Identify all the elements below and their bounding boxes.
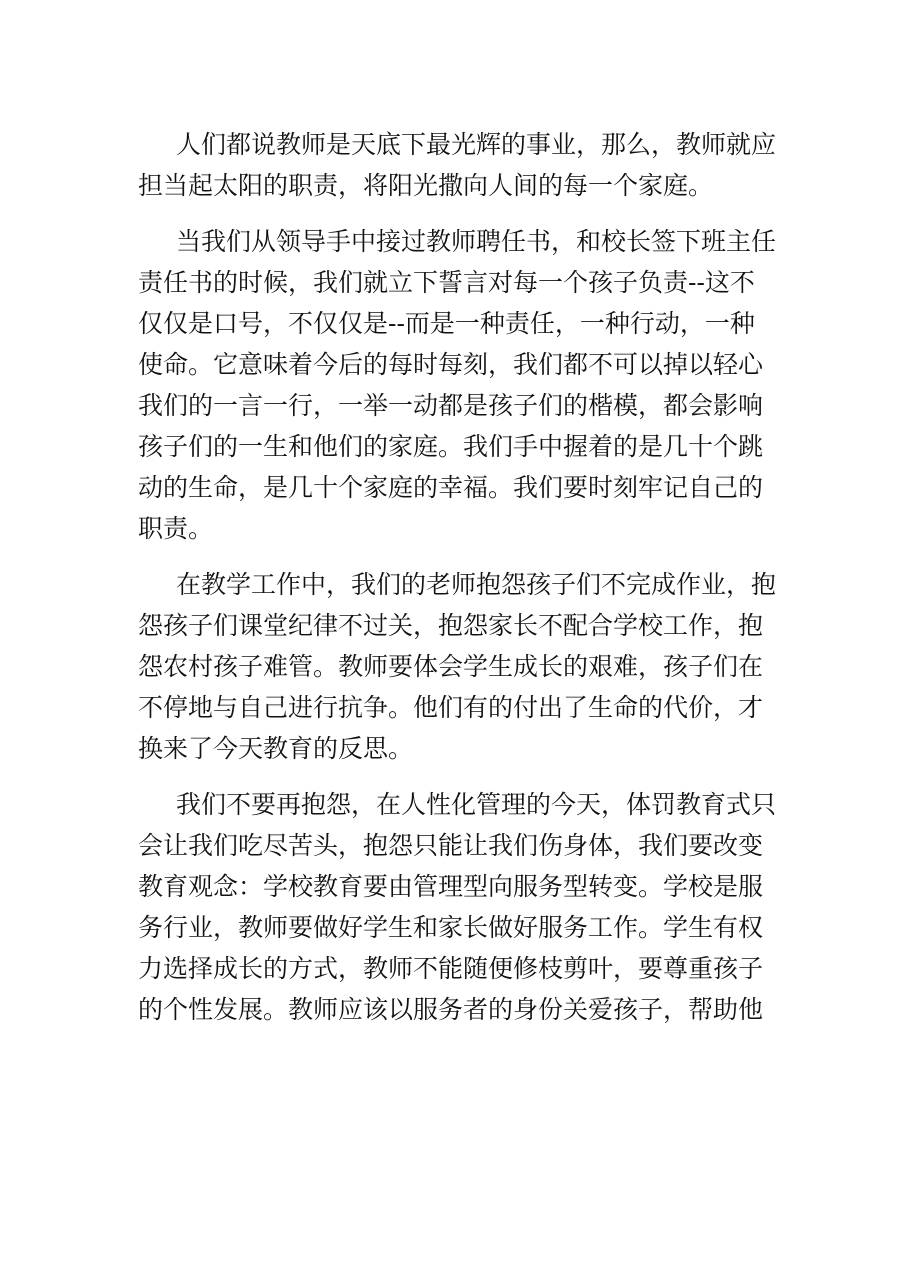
text-line: 教育观念：学校教育要由管理型向服务型转变。学校是服 — [138, 872, 764, 901]
text-line: 担当起太阳的职责，将阳光撒向人间的每一个家庭。 — [138, 171, 714, 200]
paragraph-2 — [138, 221, 778, 549]
text-line: 孩子们的一生和他们的家庭。我们手中握着的是几十个跳 — [138, 432, 764, 461]
text-line: 怨农村孩子难管。教师要体会学生成长的艰难，孩子们在 — [138, 652, 764, 681]
text-line: 仅仅是口号，不仅仅是--而是一种责任，一种行动，一种 — [138, 309, 755, 338]
text-line: 务行业，教师要做好学生和家长做好服务工作。学生有权 — [138, 913, 764, 942]
paragraph-1 — [138, 124, 778, 206]
text-line: 不停地与自己进行抗争。他们有的付出了生命的代价，才 — [138, 693, 764, 722]
paragraph-4 — [138, 784, 778, 1030]
text-line: 动的生命，是几十个家庭的幸福。我们要时刻牢记自己的 — [138, 473, 764, 502]
document-body — [138, 124, 778, 1045]
paragraph-3 — [138, 564, 778, 769]
text-line: 人们都说教师是天底下最光辉的事业，那么，教师就应 — [176, 130, 777, 159]
text-line: 的个性发展。教师应该以服务者的身份关爱孩子，帮助他 — [138, 995, 764, 1024]
text-line: 换来了今天教育的反思。 — [138, 734, 414, 763]
text-line: 在教学工作中，我们的老师抱怨孩子们不完成作业，抱 — [176, 570, 777, 599]
text-line: 怨孩子们课堂纪律不过关，抱怨家长不配合学校工作，抱 — [138, 611, 764, 640]
text-line: 我们的一言一行，一举一动都是孩子们的楷模，都会影响 — [138, 391, 764, 420]
text-line: 使命。它意味着今后的每时每刻，我们都不可以掉以轻心 — [138, 350, 764, 379]
text-line: 责任书的时候，我们就立下誓言对每一个孩子负责--这不 — [138, 268, 755, 297]
text-line: 职责。 — [138, 514, 214, 543]
text-line: 力选择成长的方式，教师不能随便修枝剪叶，要尊重孩子 — [138, 954, 764, 983]
text-line: 会让我们吃尽苦头，抱怨只能让我们伤身体，我们要改变 — [138, 831, 764, 860]
text-line: 当我们从领导手中接过教师聘任书，和校长签下班主任 — [176, 227, 777, 256]
text-line: 我们不要再抱怨，在人性化管理的今天，体罚教育式只 — [176, 790, 777, 819]
